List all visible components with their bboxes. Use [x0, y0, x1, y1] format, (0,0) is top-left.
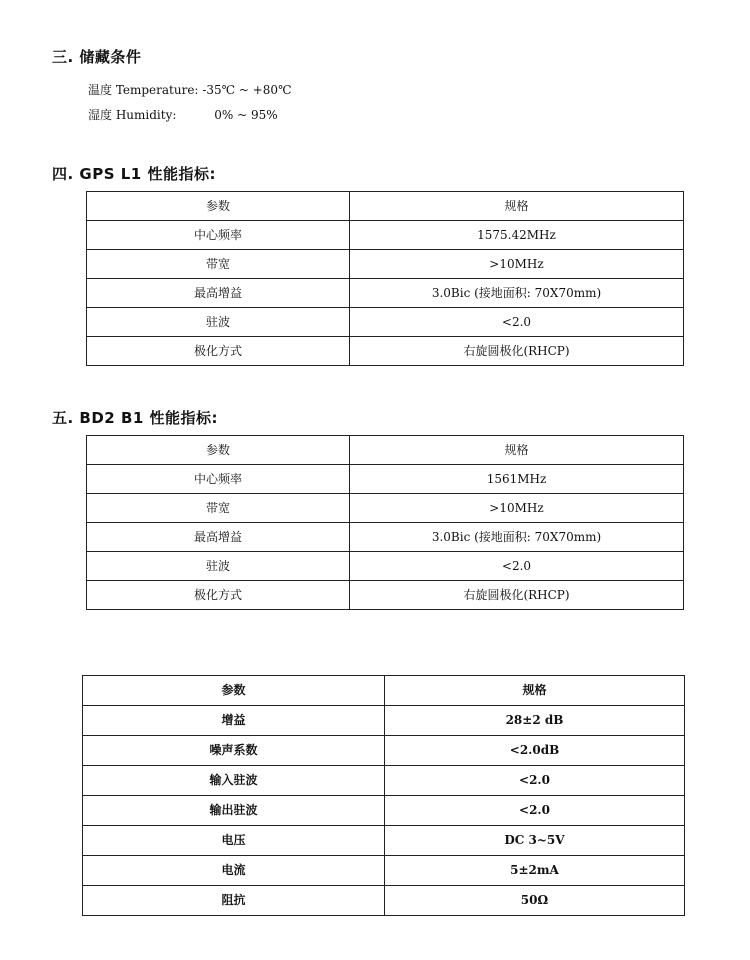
- table-row: [87, 465, 684, 494]
- table-row: [87, 552, 684, 581]
- temperature-line: [88, 81, 292, 98]
- param-cell: 电压: [83, 826, 385, 856]
- param-cell: 最高增益: [87, 279, 350, 308]
- gps-section-title: 四. GPS L1 性能指标:: [52, 165, 216, 183]
- spec-cell: 1575.42MHz: [350, 221, 684, 250]
- bd2-section-title: 五. BD2 B1 性能指标:: [52, 409, 219, 427]
- table-row: [83, 706, 685, 736]
- gps-spec-table: [86, 191, 684, 366]
- header-cell-param: 参数: [87, 436, 350, 465]
- param-cell: 驻波: [87, 308, 350, 337]
- table-row: [83, 736, 685, 766]
- temperature-value: -35℃ ~ +80℃: [202, 83, 292, 97]
- amplifier-spec-table: [82, 675, 685, 916]
- param-cell: 驻波: [87, 552, 350, 581]
- header-cell-spec: 规格: [385, 676, 685, 706]
- spec-cell: 右旋圆极化(RHCP): [350, 581, 684, 610]
- spec-cell: <2.0dB: [385, 736, 685, 766]
- param-cell: 极化方式: [87, 337, 350, 366]
- spec-cell: 5±2mA: [385, 856, 685, 886]
- table-row: [83, 826, 685, 856]
- param-cell: 增益: [83, 706, 385, 736]
- table-row: [87, 250, 684, 279]
- spec-cell: 右旋圆极化(RHCP): [350, 337, 684, 366]
- header-cell-param: 参数: [83, 676, 385, 706]
- spec-cell: 3.0Bic (接地面积: 70X70mm): [350, 523, 684, 552]
- table-header-row: [87, 436, 684, 465]
- table-header-row: [83, 676, 685, 706]
- table-row: [87, 308, 684, 337]
- spec-cell: <2.0: [350, 552, 684, 581]
- table-row: [83, 886, 685, 916]
- table-row: [83, 796, 685, 826]
- param-cell: 噪声系数: [83, 736, 385, 766]
- param-cell: 输入驻波: [83, 766, 385, 796]
- table-row: [87, 494, 684, 523]
- spec-cell: <2.0: [385, 766, 685, 796]
- table-row: [83, 856, 685, 886]
- spec-cell: >10MHz: [350, 494, 684, 523]
- humidity-label: 湿度 Humidity:: [88, 108, 177, 122]
- param-cell: 带宽: [87, 494, 350, 523]
- humidity-value: 0% ~ 95%: [214, 108, 278, 122]
- spec-cell: <2.0: [350, 308, 684, 337]
- param-cell: 极化方式: [87, 581, 350, 610]
- spec-cell: DC 3~5V: [385, 826, 685, 856]
- table-row: [87, 337, 684, 366]
- humidity-line: [88, 106, 278, 123]
- table-row: [87, 581, 684, 610]
- table-row: [83, 766, 685, 796]
- spec-cell: <2.0: [385, 796, 685, 826]
- header-cell-param: 参数: [87, 192, 350, 221]
- param-cell: 中心频率: [87, 465, 350, 494]
- bd2-spec-table: [86, 435, 684, 610]
- param-cell: 电流: [83, 856, 385, 886]
- table-row: [87, 221, 684, 250]
- param-cell: 最高增益: [87, 523, 350, 552]
- spec-cell: 3.0Bic (接地面积: 70X70mm): [350, 279, 684, 308]
- header-cell-spec: 规格: [350, 192, 684, 221]
- temperature-label: 温度 Temperature:: [88, 83, 199, 97]
- storage-section-title: 三. 储藏条件: [52, 48, 142, 66]
- param-cell: 阻抗: [83, 886, 385, 916]
- spec-cell: >10MHz: [350, 250, 684, 279]
- table-row: [87, 523, 684, 552]
- spec-cell: 50Ω: [385, 886, 685, 916]
- table-header-row: [87, 192, 684, 221]
- param-cell: 输出驻波: [83, 796, 385, 826]
- spec-cell: 28±2 dB: [385, 706, 685, 736]
- spec-cell: 1561MHz: [350, 465, 684, 494]
- param-cell: 中心频率: [87, 221, 350, 250]
- header-cell-spec: 规格: [350, 436, 684, 465]
- param-cell: 带宽: [87, 250, 350, 279]
- table-row: [87, 279, 684, 308]
